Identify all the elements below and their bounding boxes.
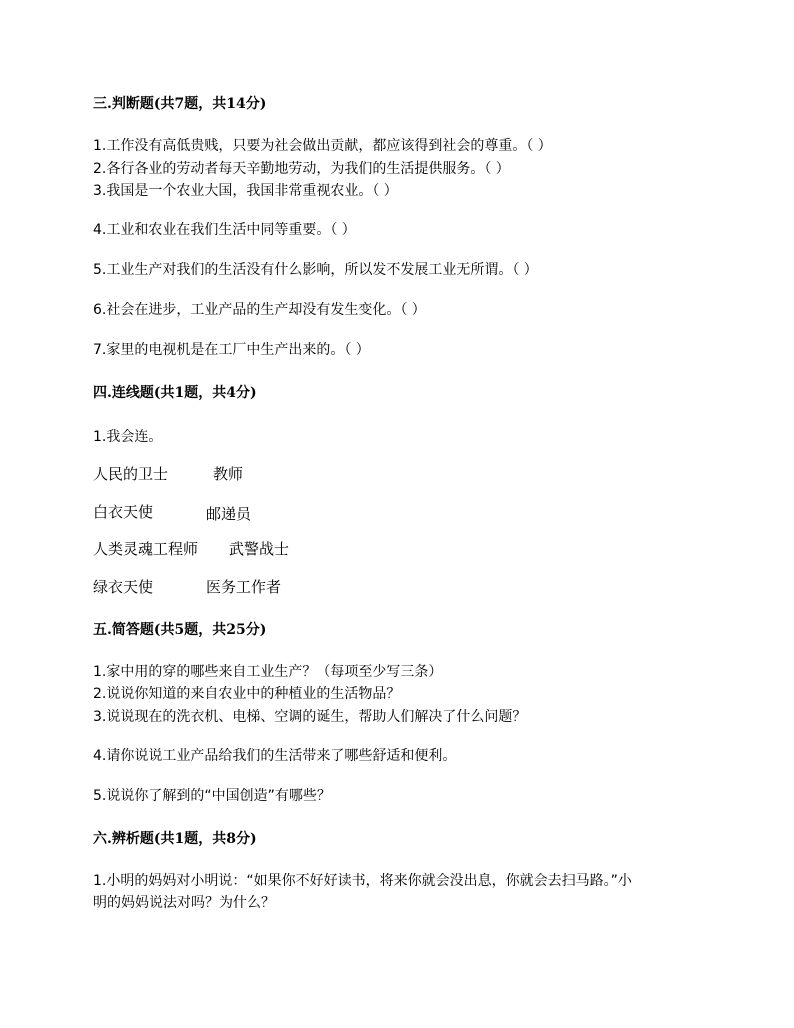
- judge-item-6: 6.社会在进步，工业产品的生产却没有发生变化。（ ）: [93, 302, 426, 318]
- short-item-1: 1.家中用的穿的哪些来自工业生产？（每项至少写三条）: [93, 664, 443, 680]
- short-item-5: 5.说说你了解到的“中国创造”有哪些？: [93, 788, 331, 804]
- section-heading-judge: 三.判断题(共7题，共14分): [93, 96, 267, 112]
- match-right-3: 武警战士: [229, 540, 290, 558]
- section-heading-analysis: 六.辨析题(共1题，共8分): [93, 831, 257, 847]
- judge-item-5: 5.工业生产对我们的生活没有什么影响，所以发不发展工业无所谓。（ ）: [93, 262, 538, 278]
- analysis-line-1: 1.小明的妈妈对小明说：“如果你不好好读书，将来你就会没出息，你就会去扫马路。”小: [93, 873, 632, 889]
- judge-item-4: 4.工业和农业在我们生活中同等重要。（ ）: [93, 222, 356, 238]
- match-right-1: 教师: [213, 465, 244, 483]
- match-prompt: 1.我会连。: [93, 429, 163, 445]
- match-right-2: 邮递员: [206, 505, 252, 523]
- match-left-1: 人民的卫士: [93, 465, 169, 483]
- section-heading-short: 五.简答题(共5题，共25分): [93, 622, 267, 638]
- match-left-2: 白衣天使: [93, 503, 154, 521]
- analysis-line-2: 明的妈妈说法对吗？为什么？: [93, 895, 275, 911]
- judge-item-3: 3.我国是一个农业大国，我国非常重视农业。（ ）: [93, 183, 398, 199]
- judge-item-1: 1.工作没有高低贵贱，只要为社会做出贡献，都应该得到社会的尊重。（ ）: [93, 138, 552, 154]
- short-item-2: 2.说说你知道的来自农业中的种植业的生活物品？: [93, 686, 401, 702]
- judge-item-7: 7.家里的电视机是在工厂中生产出来的。（ ）: [93, 342, 370, 358]
- short-item-4: 4.请你说说工业产品给我们的生活带来了哪些舒适和便利。: [93, 748, 457, 764]
- match-left-4: 绿衣天使: [93, 578, 154, 596]
- short-item-3: 3.说说现在的洗衣机、电梯、空调的诞生，帮助人们解决了什么问题？: [93, 709, 527, 725]
- match-right-4: 医务工作者: [206, 578, 282, 596]
- match-left-3: 人类灵魂工程师: [93, 540, 199, 558]
- judge-item-2: 2.各行各业的劳动者每天辛勤地劳动，为我们的生活提供服务。（ ）: [93, 161, 510, 177]
- section-heading-match: 四.连线题(共1题，共4分): [93, 385, 257, 401]
